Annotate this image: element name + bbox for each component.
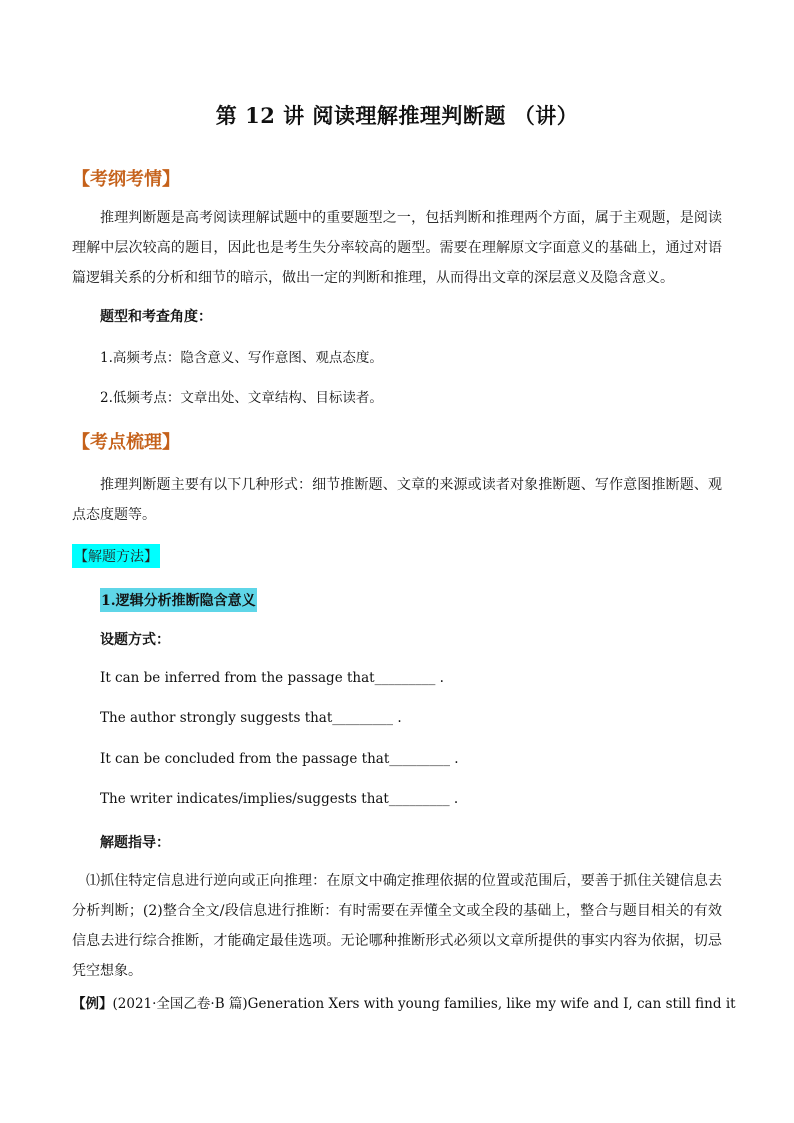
question-form-item: It can be concluded from the passage that_________ . — [100, 751, 459, 767]
example-line — [72, 992, 736, 1012]
question-form-heading: 设题方式： — [100, 632, 170, 648]
example-text: (2021·全国乙卷·B 篇)Generation Xers with young families, like my wife and I, can still find it — [112, 996, 736, 1012]
section-heading-kaogang: 【考纲考情】 — [72, 169, 180, 190]
question-form-item: The author strongly suggests that_________ . — [100, 710, 402, 726]
method-label: 【解题方法】 — [72, 544, 160, 568]
example-tag: 【例】 — [72, 996, 113, 1012]
high-frequency-item: 1.高频考点：隐含意义、写作意图、观点态度。 — [100, 350, 383, 366]
kaogang-paragraph: 推理判断题是高考阅读理解试题中的重要题型之一，包括判断和推理两个方面，属于主观题，是阅读理解中层次较高的题目，因此也是考生失分率较高的题型。需要在理解原文字面意义的基础上，通过对语篇逻辑关系的分析和细节的暗示，做出一定的判断和推理，从而得出文章的深层意义及隐含意义。 — [72, 210, 722, 286]
page-title: 第 12 讲 阅读理解推理判断题 （讲） — [215, 103, 579, 128]
guide-paragraph: ⑴抓住特定信息进行逆向或正向推理：在原文中确定推理依据的位置或范围后，要善于抓住关键信息去分析判断；(2)整合全文/段信息进行推断：有时需要在弄懂全文或全段的基础上，整合与题目相关的有效信息去进行综合推断，才能确定最佳选项。无论哪种推断形式必须以文章所提供的事实内容为依据，切忌凭空想象。 — [72, 873, 722, 979]
low-frequency-item: 2.低频考点：文章出处、文章结构、目标读者。 — [100, 390, 383, 406]
guide-heading: 解题指导： — [100, 835, 170, 851]
kaodian-paragraph: 推理判断题主要有以下几种形式：细节推断题、文章的来源或读者对象推断题、写作意图推断题、观点态度题等。 — [72, 477, 722, 523]
question-form-item: It can be inferred from the passage that_________ . — [100, 670, 444, 686]
question-form-item: The writer indicates/implies/suggests that_________ . — [100, 791, 459, 807]
method-sub-label: 1.逻辑分析推断隐含意义 — [100, 588, 257, 612]
question-type-subheading: 题型和考查角度： — [100, 309, 212, 325]
section-heading-kaodian: 【考点梳理】 — [72, 432, 180, 453]
